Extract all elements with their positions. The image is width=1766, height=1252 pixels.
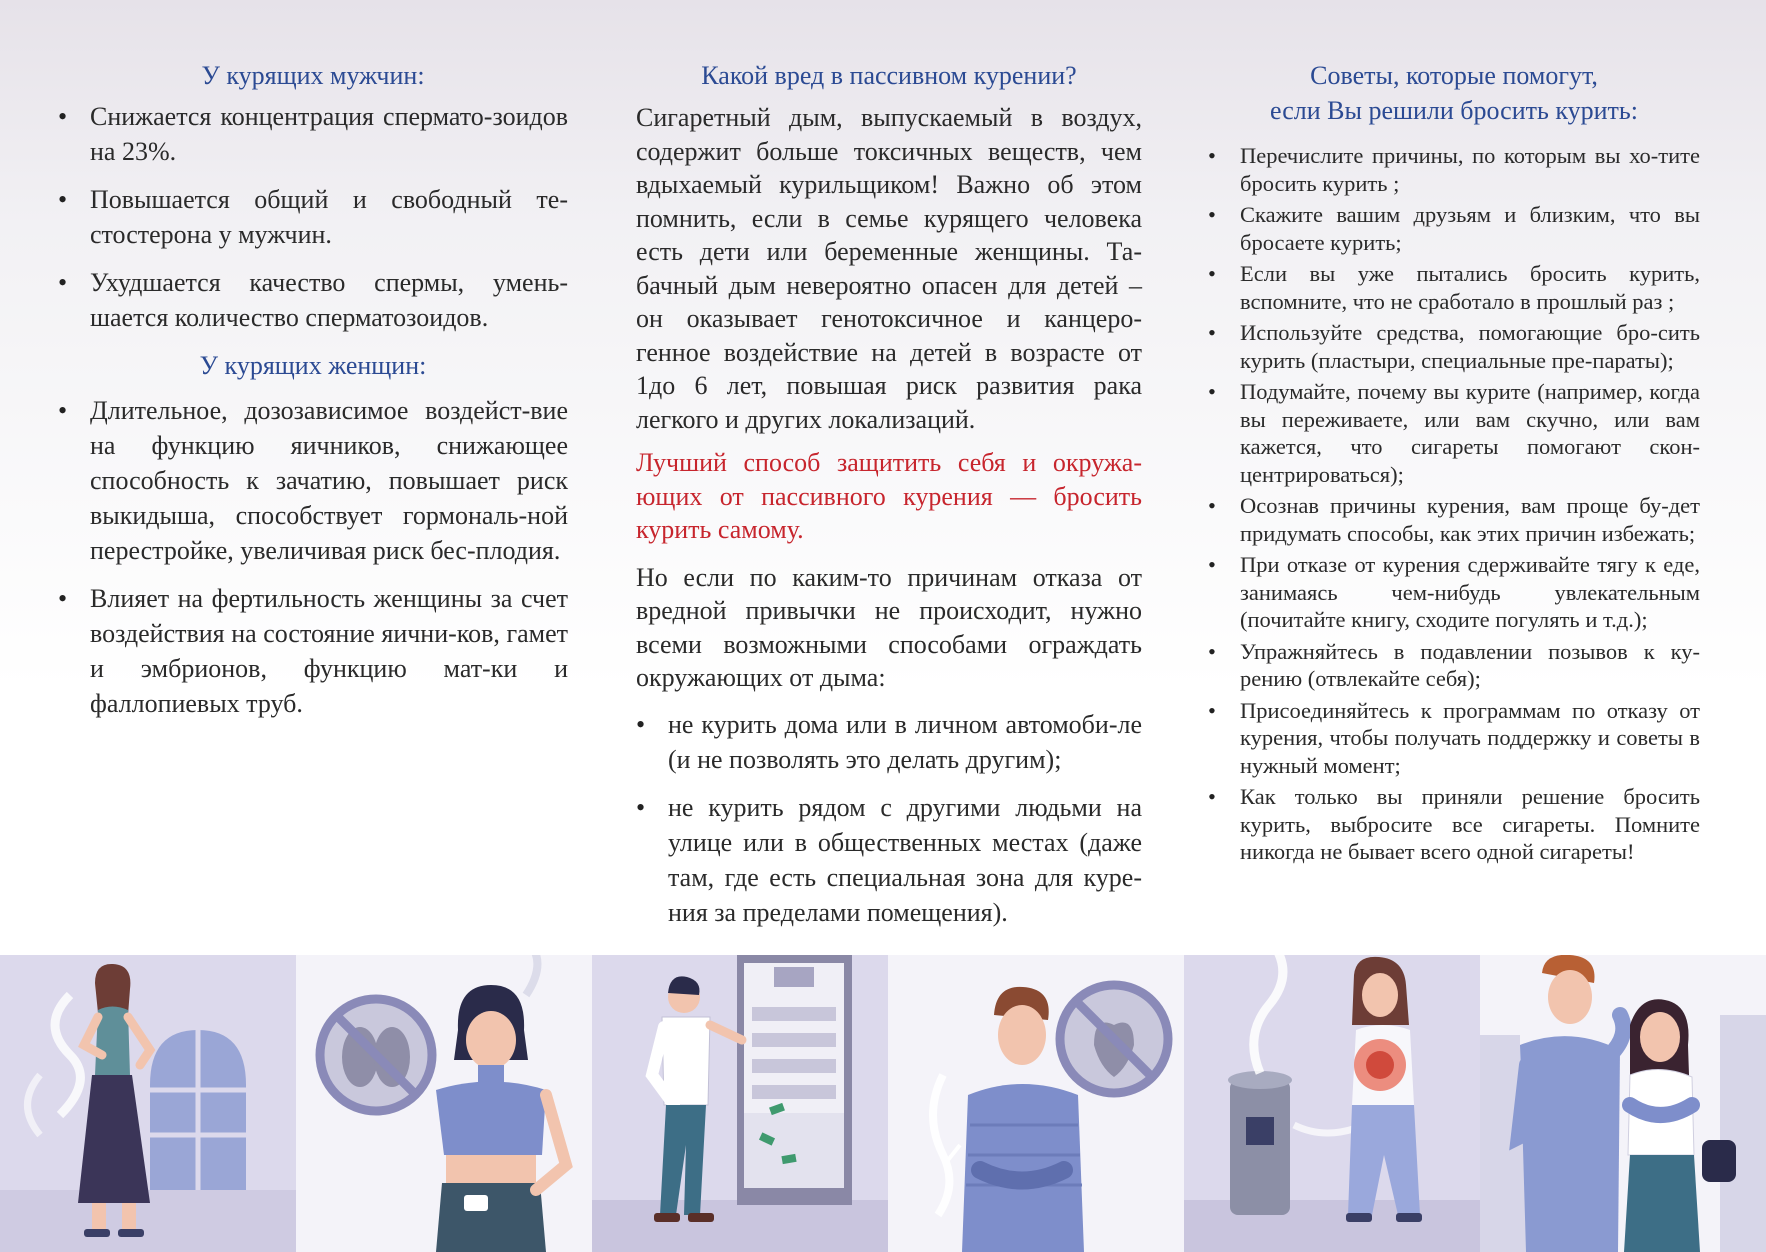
list-item: • не курить рядом с другими людьми на улице или в общественных местах (даже там, где есть специальная зона для куре-ния за пределами помещения).: [636, 790, 1142, 930]
illustration-woman-with-no-lungs-sign: [296, 955, 592, 1252]
illustration-strip: [0, 955, 1766, 1252]
illustration-woman-coughing-near-ashtray: [1184, 955, 1480, 1252]
list-item: • Используйте средства, помогающие бро-сить курить (пластыри, специальные пре-параты);: [1208, 319, 1700, 374]
list-item: • не курить дома или в личном автомоби-ле (и не позволять это делать другим);: [636, 707, 1142, 777]
list-item: • Влияет на фертильность женщины за счет воздействия на состояние яични-ков, гамет и эмбрионов, функцию мат-ки и фаллопиевых труб.: [58, 581, 568, 721]
list-item: • Длительное, дозозависимое воздейст-вие на функцию яичников, снижающее способность к зачатию, повышает риск выкидыша, способствует гормональ-ной перестройке, увеличивая риск бес-плодия.: [58, 393, 568, 568]
list-item: • При отказе от курения сдерживайте тягу к еде, занимаясь чем-нибудь увлекательным (почитайте книгу, сходите погулять и т.д.);: [1208, 551, 1700, 634]
illustration-couple-passive-smoking: [1480, 955, 1766, 1252]
tips-heading-line1: Советы, которые помогут,: [1310, 61, 1598, 90]
list-item: • Осознав причины курения, вам проще бу-дет придумать способы, как этих причин избежать;: [1208, 492, 1700, 547]
list-item: • Как только вы приняли решение бросить курить, выбросите все сигареты. Помните никогда не бывает всего одной сигареты!: [1208, 783, 1700, 866]
list-item: • Присоединяйтесь к программам по отказу от курения, чтобы получать поддержку и советы в нужный момент;: [1208, 697, 1700, 780]
column-fertility: [58, 58, 568, 734]
protection-list: [636, 707, 1142, 930]
women-list: [58, 393, 568, 721]
illustration-woman-smoking-at-window: [0, 955, 296, 1252]
list-item: • Снижается концентрация спермато-зоидов на 23%.: [58, 99, 568, 169]
warning-paragraph: Лучший способ защитить себя и окружа-ющих от пассивного курения — бросить курить самому.: [636, 448, 1142, 544]
passive-smoking-heading: Какой вред в пассивном курении?: [701, 61, 1077, 90]
women-heading: У курящих женщин:: [199, 351, 427, 380]
list-item: • Скажите вашим друзьям и близким, что вы бросаете курить;: [1208, 201, 1700, 256]
list-item: • Повышается общий и свободный те-стостерона у мужчин.: [58, 182, 568, 252]
protection-paragraph: Но если по каким-то причинам отказа от вредной привычки не происходит, нужно всеми возможными способами ограждать окружающих от дыма:: [636, 562, 1142, 692]
men-list: [58, 99, 568, 335]
men-heading: У курящих мужчин:: [201, 61, 425, 90]
column-quit-tips: [1208, 58, 1700, 870]
illustration-man-buying-cigarettes: [592, 955, 888, 1252]
passive-smoking-paragraph: Сигаретный дым, выпускаемый в воздух, содержит больше токсичных веществ, чем вдыхаемый курильщиком! Важно об этом помнить, если в семье курящего человека есть дети или беременные женщины. Та-бачный дым невероятно опасен для детей – он оказывает генотоксичное и канцеро-генное воздействие на детей в возрасте от 1до 6 лет, повышая риск развития рака легкого и других локализаций.: [636, 103, 1142, 434]
list-item: • Упражняйтесь в подавлении позывов к ку-рению (отвлекайте себя);: [1208, 638, 1700, 693]
tips-heading: [1208, 58, 1700, 128]
column-passive-smoking: [636, 58, 1142, 943]
tips-list: [1208, 142, 1700, 866]
list-item: • Ухудшается качество спермы, умень-шается количество сперматозоидов.: [58, 265, 568, 335]
tips-heading-line2: если Вы решили бросить курить:: [1270, 96, 1638, 125]
illustration-man-with-no-heart-sign: [888, 955, 1184, 1252]
list-item: • Перечислите причины, по которым вы хо-тите бросить курить ;: [1208, 142, 1700, 197]
list-item: • Если вы уже пытались бросить курить, вспомните, что не сработало в прошлый раз ;: [1208, 260, 1700, 315]
list-item: • Подумайте, почему вы курите (например, когда вы переживаете, или вам скучно, или вам кажется, что сигареты помогают скон-центрироваться);: [1208, 378, 1700, 488]
